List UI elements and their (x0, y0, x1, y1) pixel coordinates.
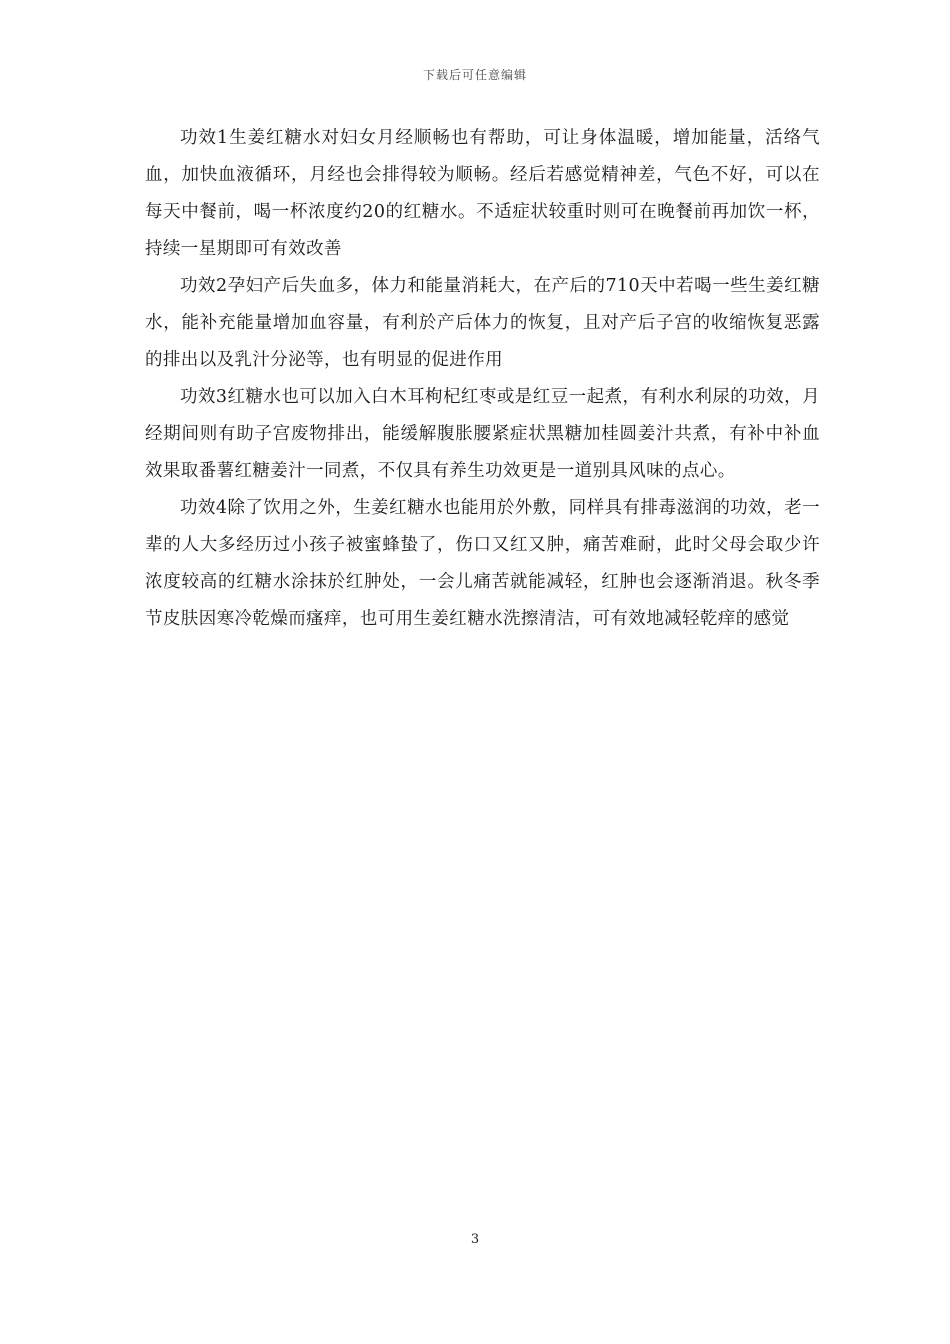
page-number: 3 (470, 1232, 480, 1247)
paragraph-1: 功效1生姜红糖水对妇女月经顺畅也有帮助，可让身体温暖，增加能量，活络气血，加快血液循环，月经也会排得较为顺畅。经后若感觉精神差，气色不好，可以在每天中餐前，喝一杯浓度约20的红糖水。不适症状较重时则可在晚餐前再加饮一杯，持续一星期即可有效改善 (145, 128, 820, 259)
page-header: 下载后可任意编辑 (422, 68, 527, 82)
paragraph-4: 功效4除了饮用之外，生姜红糖水也能用於外敷，同样具有排毒滋润的功效，老一辈的人大多经历过小孩子被蜜蜂蛰了，伤口又红又肿，痛苦难耐，此时父母会取少许浓度较高的红糖水涂抹於红肿处，一会儿痛苦就能减轻，红肿也会逐渐消退。秋冬季节皮肤因寒冷乾燥而瘙痒，也可用生姜红糖水洗擦清洁，可有效地减轻乾痒的感觉 (145, 498, 820, 629)
paragraph-2: 功效2孕妇产后失血多，体力和能量消耗大，在产后的710天中若喝一些生姜红糖水，能补充能量增加血容量，有利於产后体力的恢复，且对产后子宫的收缩恢复恶露的排出以及乳汁分泌等，也有明显的促进作用 (145, 276, 820, 370)
document-body (145, 120, 820, 638)
paragraph-3: 功效3红糖水也可以加入白木耳枸杞红枣或是红豆一起煮，有利水利尿的功效，月经期间则有助子宫废物排出，能缓解腹胀腰紧症状黑糖加桂圆姜汁共煮，有补中补血效果取番薯红糖姜汁一同煮，不仅具有养生功效更是一道别具风味的点心。 (145, 387, 820, 481)
